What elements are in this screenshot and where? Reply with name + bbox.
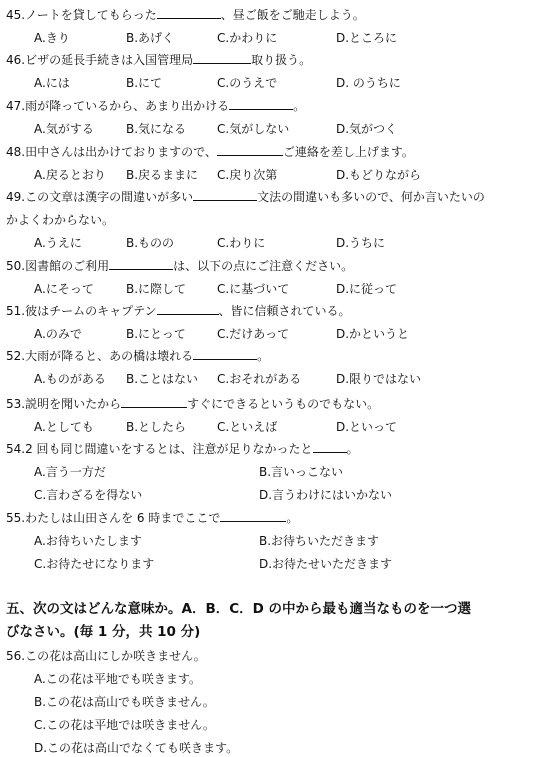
option-b[interactable]: B.に際して — [126, 282, 187, 296]
option-b[interactable]: B.言いっこない — [259, 465, 344, 479]
option-b[interactable]: B.にとって — [126, 327, 186, 341]
question-text-tail: 。 — [286, 511, 299, 525]
question-text: 50.図書館のご利用 — [6, 259, 110, 273]
question-text-tail: ご連絡を差し上げます。 — [282, 145, 414, 159]
question-47 — [6, 98, 305, 114]
question-text-continued: かよくわからない。 — [6, 213, 115, 227]
option-b[interactable]: B.あげく — [126, 31, 175, 45]
option-b[interactable]: B.戻るままに — [126, 168, 199, 182]
question-49-line2 — [6, 212, 114, 228]
question-54 — [6, 441, 359, 457]
option-d[interactable]: D.もどりながら — [336, 168, 422, 182]
answer-blank — [313, 441, 347, 453]
question-text-tail: 。 — [293, 99, 306, 113]
question-text-tail: すぐにできるというものでもない。 — [187, 397, 380, 411]
question-text: 55.わたしは山田さんを 6 時までここで — [6, 511, 221, 525]
question-53 — [6, 396, 379, 412]
option-c[interactable]: C.気がしない — [217, 122, 290, 136]
option-a[interactable]: A.この花は平地でも咲きます。 — [34, 672, 201, 686]
answer-blank — [193, 348, 257, 360]
question-52 — [6, 348, 269, 364]
question-55 — [6, 510, 298, 526]
option-d[interactable]: D.この花は高山でなくても咲きます。 — [34, 741, 239, 755]
option-d[interactable]: D.言うわけにはいかない — [259, 488, 393, 502]
question-text-tail: 。 — [346, 442, 359, 456]
question-text: 53.説明を聞いたから — [6, 397, 122, 411]
option-b[interactable]: B.にて — [126, 76, 163, 90]
option-a[interactable]: A.言う一方だ — [34, 465, 106, 479]
option-c[interactable]: C.言わざるを得ない — [34, 488, 143, 502]
question-text: 51.彼はチームのキャプテン — [6, 304, 157, 318]
option-a[interactable]: A.には — [34, 76, 70, 90]
answer-blank — [157, 7, 221, 19]
answer-blank — [217, 144, 283, 156]
option-b[interactable]: B.気になる — [126, 122, 187, 136]
option-c[interactable]: C.に基づいて — [217, 282, 290, 296]
option-b[interactable]: B.ものの — [126, 236, 175, 250]
answer-blank — [157, 303, 219, 315]
question-text-tail: 、皆に信頼されている。 — [218, 304, 351, 318]
answer-blank — [220, 510, 286, 522]
option-b[interactable]: B.としたら — [126, 420, 187, 434]
option-d[interactable]: D.といって — [336, 420, 398, 434]
option-c[interactable]: C.だけあって — [217, 327, 290, 341]
option-d[interactable]: D.かというと — [336, 327, 410, 341]
option-c[interactable]: C.お待たせになります — [34, 557, 155, 571]
option-d[interactable]: D. のうちに — [336, 76, 401, 90]
question-56 — [6, 648, 206, 664]
question-45 — [6, 7, 365, 23]
option-b[interactable]: B.お待ちいただきます — [259, 534, 380, 548]
question-51 — [6, 303, 351, 319]
answer-blank — [121, 396, 187, 408]
option-a[interactable]: A.うえに — [34, 236, 82, 250]
question-50 — [6, 258, 353, 274]
option-c[interactable]: C.戻り次第 — [217, 168, 278, 182]
section-heading-line2: びなさい。(毎 1 分，共 10 分) — [6, 624, 201, 640]
question-text: 49.この文章は漢字の間違いが多い — [6, 190, 194, 204]
answer-blank — [193, 52, 251, 64]
option-c[interactable]: C.かわりに — [217, 31, 278, 45]
question-text: 45.ノートを貸してもらった — [6, 8, 157, 22]
option-d[interactable]: D.気がつく — [336, 122, 398, 136]
answer-blank — [193, 189, 257, 201]
option-a[interactable]: A.のみで — [34, 327, 82, 341]
question-text: 52.大雨が降ると、あの橋は壊れる — [6, 349, 194, 363]
option-a[interactable]: A.としても — [34, 420, 94, 434]
option-b[interactable]: B.ことはない — [126, 372, 199, 386]
section-heading-line1: 五、次の文はどんな意味か。A．B．C．D の中から最も適当なものを一つ選 — [6, 601, 472, 617]
option-c[interactable]: C.おそれがある — [217, 372, 302, 386]
option-a[interactable]: A.戻るとおり — [34, 168, 106, 182]
option-d[interactable]: D.限りではない — [336, 372, 422, 386]
answer-blank — [109, 258, 173, 270]
question-text: 46.ビザの延長手続きは入国管理局 — [6, 53, 194, 67]
option-a[interactable]: A.ものがある — [34, 372, 106, 386]
option-d[interactable]: D.ところに — [336, 31, 398, 45]
option-c[interactable]: C.この花は平地では咲きません。 — [34, 718, 215, 732]
option-c[interactable]: C.といえば — [217, 420, 278, 434]
option-a[interactable]: A.お待ちいたします — [34, 534, 142, 548]
question-text-tail: 。 — [257, 349, 270, 363]
question-text-tail: 文法の間違いも多いので、何か言いたいの — [257, 190, 485, 204]
question-text: 56.この花は高山にしか咲きません。 — [6, 649, 206, 663]
option-c[interactable]: C.のうえで — [217, 76, 278, 90]
option-b[interactable]: B.この花は高山でも咲きません。 — [34, 695, 215, 709]
option-d[interactable]: D.に従って — [336, 282, 398, 296]
question-text-tail: 取り扱う。 — [251, 53, 312, 67]
question-text: 54.2 回も同じ間違いをするとは、注意が足りなかったと — [6, 442, 313, 456]
question-49 — [6, 189, 485, 205]
option-a[interactable]: A.きり — [34, 31, 70, 45]
question-text: 48.田中さんは出かけておりますので、 — [6, 145, 217, 159]
option-d[interactable]: D.うちに — [336, 236, 386, 250]
answer-blank — [229, 98, 293, 110]
option-d[interactable]: D.お待たせいただきます — [259, 557, 393, 571]
question-48 — [6, 144, 414, 160]
question-text-tail: 、昼ご飯をご馳走しよう。 — [220, 8, 365, 22]
option-a[interactable]: A.気がする — [34, 122, 94, 136]
option-c[interactable]: C.わりに — [217, 236, 266, 250]
question-text: 47.雨が降っているから、あまり出かける — [6, 99, 230, 113]
question-46 — [6, 52, 311, 68]
question-text-tail: は、以下の点にご注意ください。 — [173, 259, 354, 273]
option-a[interactable]: A.にそって — [34, 282, 94, 296]
